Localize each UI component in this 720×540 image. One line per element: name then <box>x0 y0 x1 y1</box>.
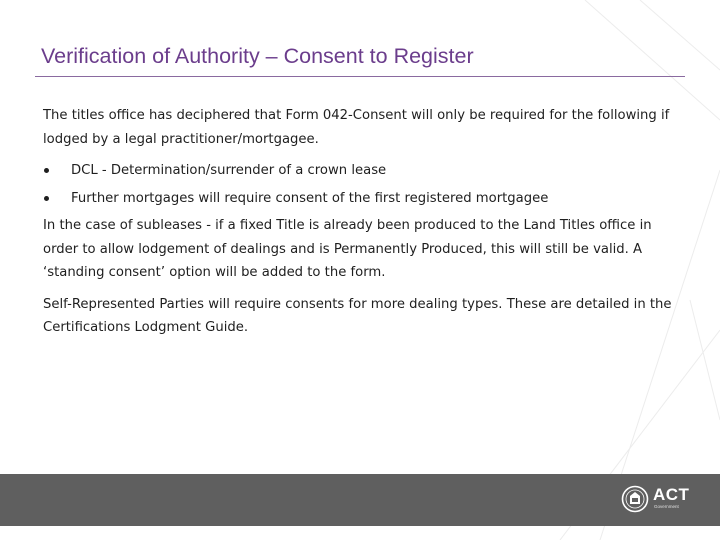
slide-body <box>43 104 683 348</box>
act-government-logo <box>621 482 693 516</box>
bullet-dot-icon <box>44 168 49 173</box>
bullet-item <box>43 159 683 183</box>
footer-bar <box>0 474 720 526</box>
intro-paragraph: The titles office has deciphered that Form 042-Consent will only be required for the following if lodged by a legal practitioner/mortgagee. <box>43 108 670 147</box>
bullet-item <box>43 187 683 211</box>
bullet-dot-icon <box>44 196 49 201</box>
logo-subtext: Government <box>654 504 679 509</box>
bullet-text: DCL - Determination/surrender of a crown lease <box>71 163 387 178</box>
slide-title: Verification of Authority – Consent to Register <box>41 44 474 68</box>
subleases-paragraph: In the case of subleases - if a fixed Title is already been produced to the Land Titles office in order to allow lodgement of dealings and is Permanently Produced, this will still be valid. A ‘standing consent’ option will be added to the form. <box>43 218 652 280</box>
act-crest-icon <box>621 484 649 514</box>
title-divider <box>35 76 685 77</box>
bullet-text: Further mortgages will require consent of the first registered mortgagee <box>71 190 549 206</box>
self-represented-paragraph: Self-Represented Parties will require consents for more dealing types. These are detailed in the Certifications Lodgment Guide. <box>43 296 672 335</box>
logo-text: ACT <box>653 485 690 504</box>
bullet-list <box>43 159 683 210</box>
